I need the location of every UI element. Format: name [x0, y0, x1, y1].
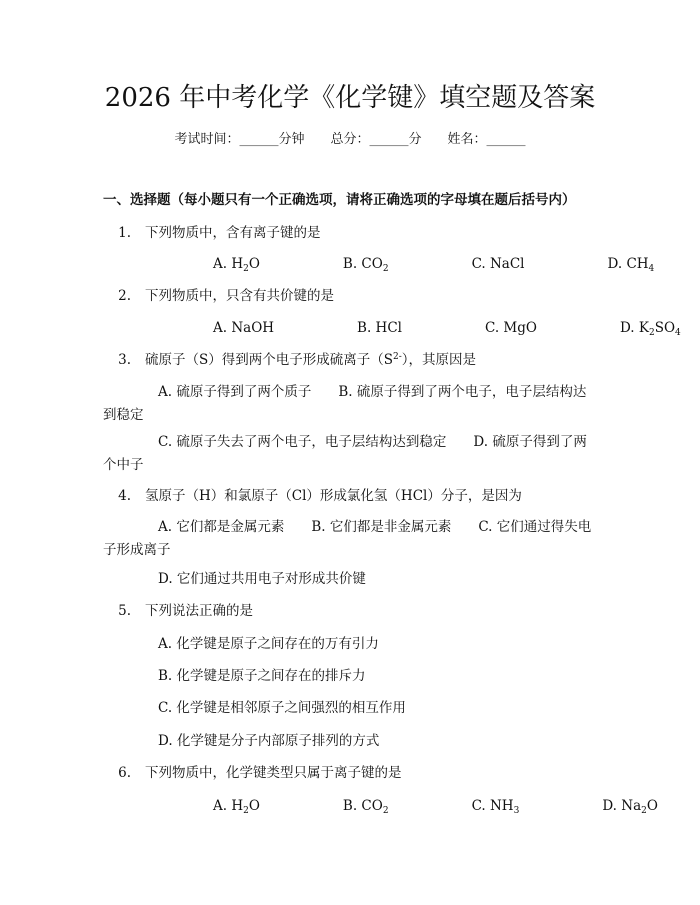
- question-5: [103, 600, 603, 622]
- question-6: [103, 762, 603, 784]
- question-number: 5.: [118, 603, 131, 619]
- question-1: [103, 222, 603, 244]
- option-b: B. $CO_2$: [342, 798, 389, 816]
- question-5-option-b: B. 化学键是原子之间存在的排斥力: [158, 668, 366, 684]
- option-c: C. NaCl: [471, 256, 525, 272]
- question-3-options-line1: A. 硫原子得到了两个质子 B. 硫原子得到了两个电子，电子层结构达到稳定: [103, 384, 587, 423]
- total-score-field: 总分：______分: [330, 132, 422, 147]
- question-text: 氢原子（H）和氯原子（Cl）形成氯化氢（HCl）分子，是因为: [145, 488, 522, 504]
- option-b: B. HCl: [357, 320, 402, 336]
- option-a: A. $H_2O$: [213, 798, 260, 816]
- exam-meta: [0, 130, 700, 150]
- question-5-option-d: D. 化学键是分子内部原子排列的方式: [158, 733, 380, 749]
- option-d: D. $Na_2O$: [602, 798, 658, 816]
- question-text: 下列物质中，化学键类型只属于离子键的是: [145, 765, 402, 781]
- question-2-options: [103, 317, 681, 340]
- question-4-options-line1: A. 它们都是金属元素 B. 它们都是非金属元素 C. 它们通过得失电子形成离子: [103, 519, 592, 558]
- option-d: D. $CH_4$: [607, 256, 655, 274]
- question-5-option-c: C. 化学键是相邻原子之间强烈的相互作用: [158, 700, 406, 716]
- section-heading: 一、选择题（每小题只有一个正确选项，请将正确选项的字母填在题后括号内）: [103, 192, 576, 208]
- question-3-options-line2: C. 硫原子失去了两个电子，电子层结构达到稳定 D. 硫原子得到了两个中子: [103, 434, 587, 473]
- option-a: A. NaOH: [213, 320, 275, 336]
- question-text: 下列物质中，含有离子键的是: [145, 225, 321, 241]
- question-5-option-a: A. 化学键是原子之间存在的万有引力: [158, 636, 379, 652]
- option-d: D. $K_2SO_4$: [619, 320, 681, 338]
- student-name-field: 姓名：______: [447, 132, 526, 147]
- question-text: 硫原子（S）得到两个电子形成硫离子$(S^{2-})$，其原因是: [145, 352, 477, 368]
- question-4-option-d: D. 它们通过共用电子对形成共价键: [158, 571, 366, 587]
- option-b: B. $CO_2$: [342, 256, 389, 274]
- question-number: 2.: [118, 288, 131, 304]
- option-a: A. $H_2O$: [213, 256, 260, 274]
- option-c: C. MgO: [484, 320, 537, 336]
- document-title: 2026 年中考化学《化学键》填空题及答案: [104, 83, 596, 113]
- question-number: 4.: [118, 488, 131, 504]
- question-6-options: [103, 795, 658, 818]
- option-c: C. $NH_3$: [471, 798, 520, 816]
- question-4: [103, 485, 603, 507]
- question-2: [103, 285, 603, 307]
- exam-time-field: 考试时间：______分钟: [174, 132, 305, 147]
- question-text: 下列物质中，只含有共价键的是: [145, 288, 334, 304]
- question-number: 3.: [118, 352, 131, 368]
- question-text: 下列说法正确的是: [145, 603, 253, 619]
- question-3: [103, 349, 603, 371]
- question-number: 1.: [118, 225, 131, 241]
- question-number: 6.: [118, 765, 131, 781]
- question-1-options: [103, 253, 655, 276]
